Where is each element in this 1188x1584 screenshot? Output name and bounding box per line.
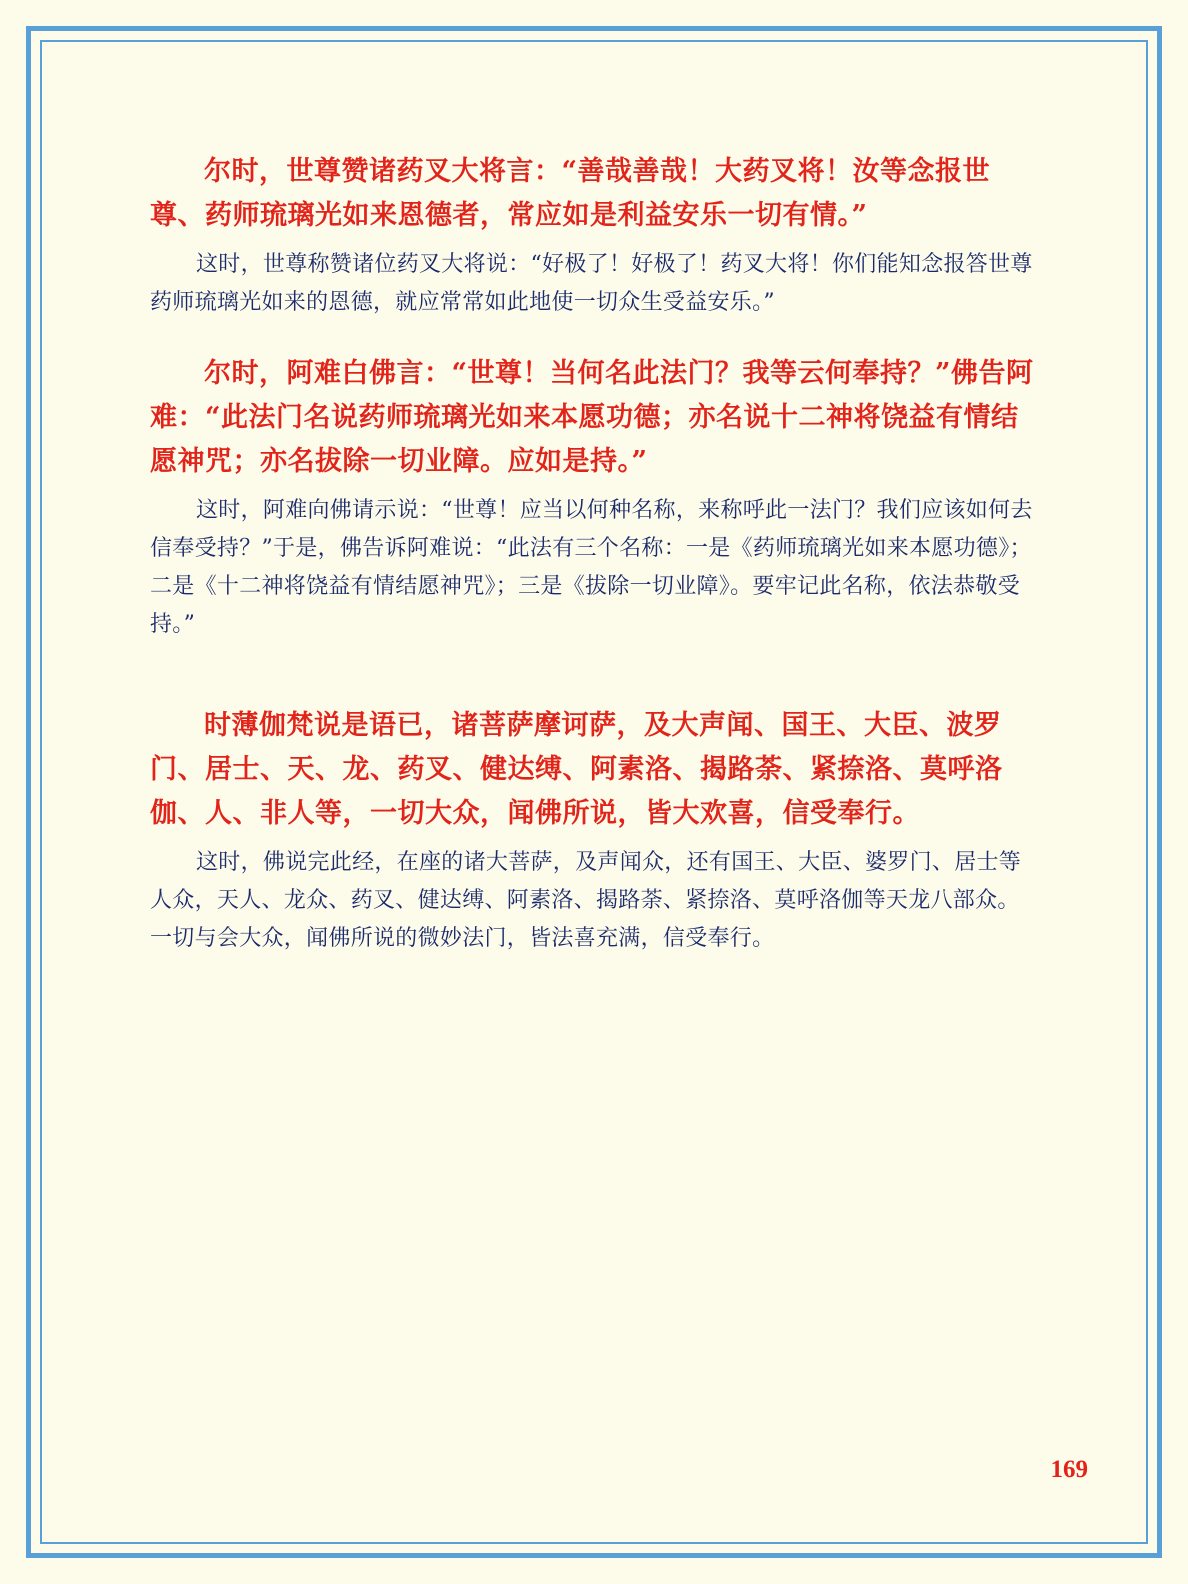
- sutra-paragraph-3: 时薄伽梵说是语已，诸菩萨摩诃萨，及大声闻、国王、大臣、波罗门、居士、天、龙、药叉、健达缚、阿素洛、揭路荼、紧捺洛、莫呼洛伽、人、非人等，一切大众，闻佛所说，皆大欢喜，信受奉行。: [150, 710, 1003, 829]
- commentary-paragraph-3: 这时，佛说完此经，在座的诸大菩萨，及声闻众，还有国王、大臣、婆罗门、居士等人众，天人、龙众、药叉、健达缚、阿素洛、揭路荼、紧捺洛、莫呼洛伽等天龙八部众。一切与会大众，闻佛所说的微妙法门，皆法喜充满，信受奉行。: [150, 850, 1022, 951]
- commentary-paragraph-1: 这时，世尊称赞诸位药叉大将说：“好极了！好极了！药叉大将！你们能知念报答世尊药师琉璃光如来的恩德，就应常常如此地使一切众生受益安乐。”: [150, 252, 1033, 315]
- page-number: 169: [1050, 1456, 1088, 1483]
- commentary-paragraph-2: 这时，阿难向佛请示说：“世尊！应当以何种名称，来称呼此一法门？我们应该如何去信奉受持？”于是，佛告诉阿难说：“此法有三个名称：一是《药师琉璃光如来本愿功德》；二是《十二神将饶益有情结愿神咒》；三是《拔除一切业障》。要牢记此名称，依法恭敬受持。”: [150, 498, 1033, 637]
- sutra-paragraph-1: 尔时，世尊赞诸药叉大将言：“善哉善哉！大药叉将！汝等念报世尊、药师琉璃光如来恩德者，常应如是利益安乐一切有情。”: [150, 156, 991, 231]
- sutra-paragraph-2: 尔时，阿难白佛言：“世尊！当何名此法门？我等云何奉持？”佛告阿难：“此法门名说药师琉璃光如来本愿功德；亦名说十二神将饶益有情结愿神咒；亦名拔除一切业障。应如是持。”: [150, 358, 1034, 477]
- page-content: [150, 150, 1040, 1464]
